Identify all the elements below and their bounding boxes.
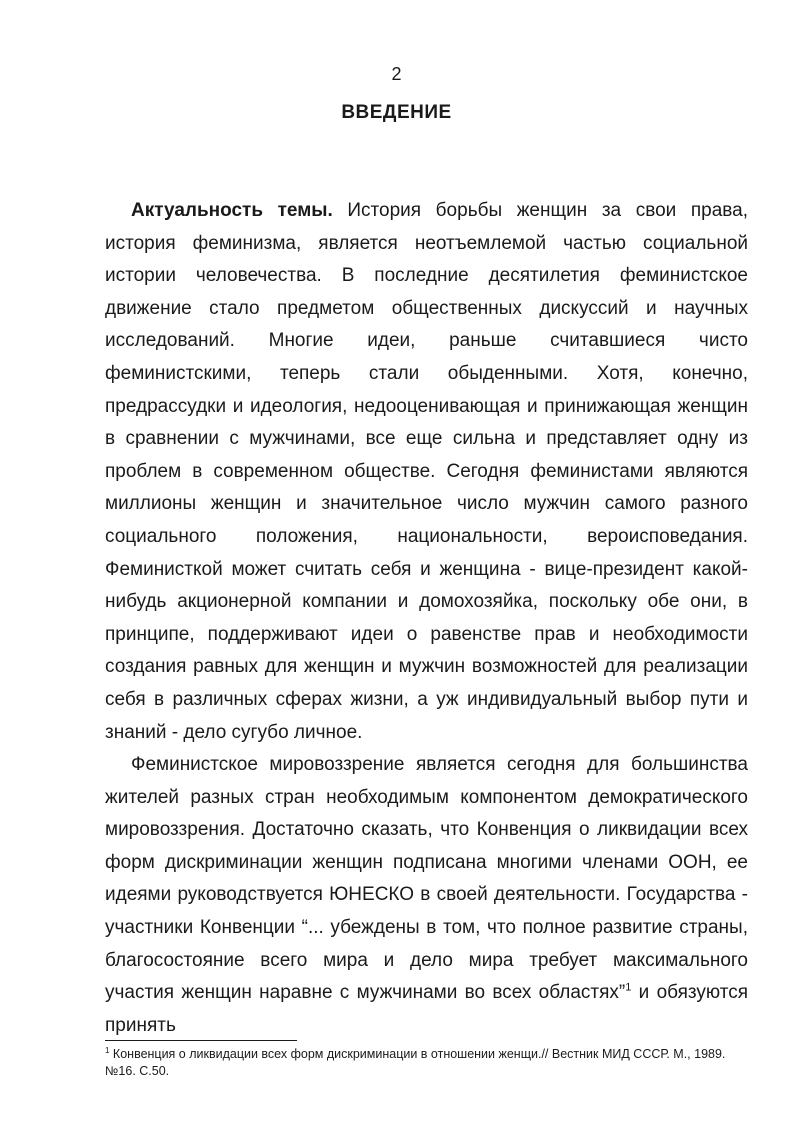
paragraph-text: Феминистское мировоззрение является сегодня для большинства жителей разных стран необходимым компонентом демократического мировоззрения. Достаточно сказать, что Конвенция о ликвидации всех форм дискриминации женщин подписана многими членами ООН, ее идеями руководствуется ЮНЕСКО в своей деятельности. Государства - участники Конвенции “... убеждены в том, что полное развитие страны, благосостояние всего мира и дело мира требует максимального участия женщин наравне с мужчинами во всех областях” — [105, 754, 748, 1004]
paragraph-lead: Актуальность темы. — [131, 200, 333, 221]
paragraph-relevance — [105, 195, 748, 749]
page-number: 2 — [391, 64, 402, 84]
footnote — [105, 1046, 748, 1080]
footnote-text: Конвенция о ликвидации всех форм дискриминации в отношении женщи.// Вестник МИД СССР. М., 1989. №16. С.50. — [105, 1047, 726, 1078]
footnote-reference[interactable]: 1 — [625, 981, 632, 994]
footnote-divider — [105, 1040, 297, 1041]
paragraph-text-continued: и обязуются принять — [105, 982, 748, 1036]
body-text — [105, 195, 748, 1042]
paragraph-text: История борьбы женщин за свои права, история феминизма, является неотъемлемой частью социальной истории человечества. В последние десятилетия феминистское движение стало предметом общественных дискуссий и научных исследований. Многие идеи, раньше считавшиеся чисто феминистскими, теперь стали обыденными. Хотя, конечно, предрассудки и идеология, недооценивающая и принижающая женщин в сравнении с мужчинами, все еще сильна и представляет одну из проблем в современном обществе. Сегодня феминистами являются миллионы женщин и значительное число мужчин самого разного социального положения, национальности, вероисповедания. Феминисткой может считать себя и женщина - вице-президент какой-нибудь акционерной компании и домохозяйка, поскольку обе они, в принципе, поддерживают идеи о равенстве прав и необходимости создания равных для женщин и мужчин возможностей для реализации себя в различных сферах жизни, а уж индивидуальный выбор пути и знаний - дело сугубо личное. — [105, 200, 748, 743]
footnote-marker: 1 — [105, 1045, 110, 1055]
page-title: ВВЕДЕНИЕ — [341, 102, 452, 123]
paragraph-worldview — [105, 749, 748, 1042]
